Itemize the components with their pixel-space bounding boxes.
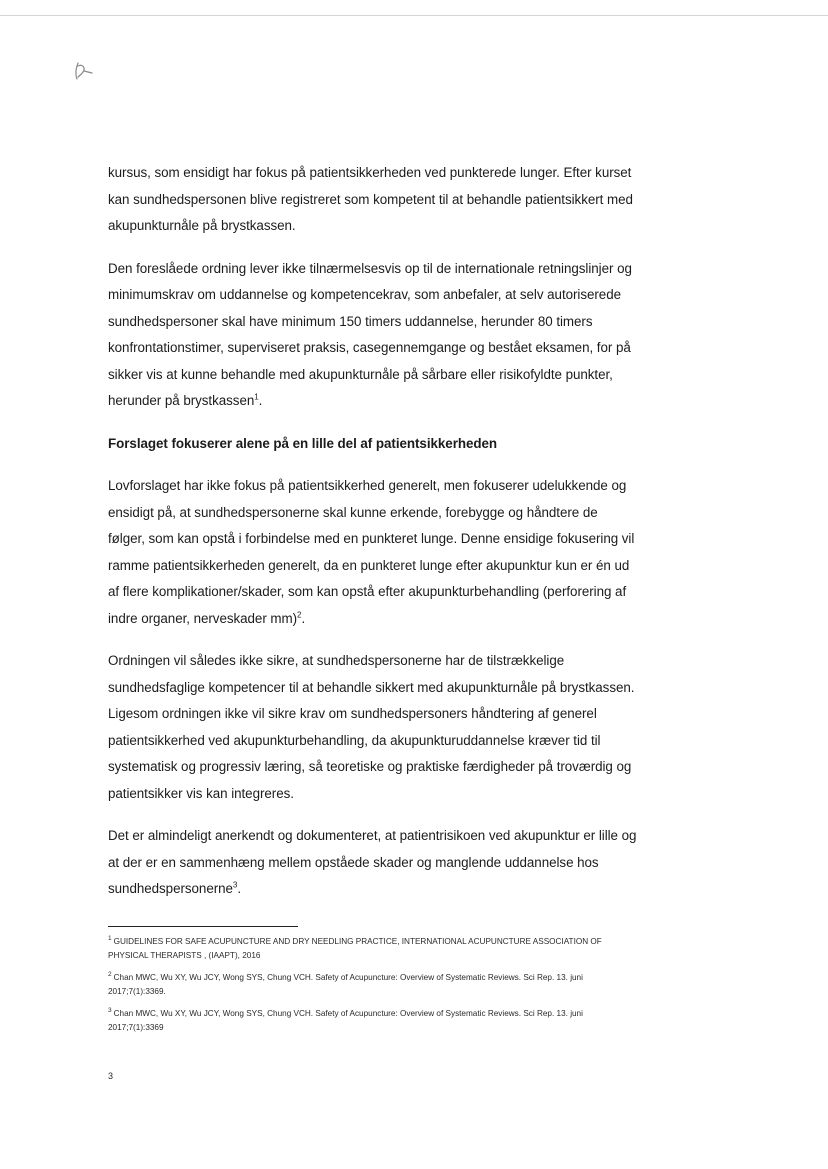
paragraph-law-proposal: Lovforslaget har ikke fokus på patientsikkerhed generelt, men fokuserer udelukkende og ensidigt på, at sundhedspersonerne skal kunne erkende, forebygge og håndtere de følger, som kan opstå i forbindelse med en punkteret lunge. Denne ensidige fokusering vil ramme patientsikkerheden generelt, da en punkteret lunge efter akupunktur kun er én ud af flere komplikationer/skader, som kan opstå efter akupunkturbehandling (perforering af indre organer, nerveskader mm)$^2$.	[108, 478, 635, 626]
footnotes	[108, 935, 608, 1043]
paragraph-proposed-scheme: Den foreslåede ordning lever ikke tilnærmelsesvis op til de internationale retningslinjer og minimumskrav om uddannelse og kompetencekrav, som anbefaler, at selv autoriserede sundhedspersoner skal have minimum 150 timers uddannelse, herunder 80 timers konfrontationstimer, superviseret praksis, casegennemgange og bestået eksamen, for på sikker vis at kunne behandle med akupunkturnåle på sårbare eller risikofyldte punkter, herunder på brystkassen$^1$.	[108, 260, 632, 408]
footnote-1: $^1$ GUIDELINES FOR SAFE ACUPUNCTURE AND DRY NEEDLING PRACTICE, INTERNATIONAL ACUPUNCTURE ASSOCIATION OF PHYSICAL THERAPISTS , (IAAPT), 2016	[108, 935, 602, 960]
footnote-ref-3[interactable]: 3	[232, 880, 238, 890]
footnote-separator	[108, 926, 298, 927]
section-heading: Forslaget fokuserer alene på en lille del af patientsikkerheden	[108, 435, 498, 451]
page-number: 3	[108, 1071, 114, 1081]
paragraph-patient-risk: Det er almindeligt anerkendt og dokumenteret, at patientrisikoen ved akupunktur er lille og at der er en sammenhæng mellem opståede skader og manglende uddannelse hos sundhedspersonerne$^3$.	[108, 828, 637, 896]
handwritten-mark-icon	[72, 60, 96, 82]
footnote-ref-2[interactable]: 2	[297, 610, 302, 620]
paragraph-scheme-competence: Ordningen vil således ikke sikre, at sundhedspersonerne har de tilstrækkelige sundhedsfaglige kompetencer til at behandle sikkert med akupunkturnåle på brystkassen. Ligesom ordningen ikke vil sikre krav om sundhedspersoners håndtering af generel patientsikkerhed ved akupunkturbehandling, da akupunkturuddannelse kræver tid til systematisk og progressiv læring, så teoretiske og praktiske færdigheder på troværdig og patientsikker vis kan integreres.	[108, 653, 635, 801]
footnote-2: $^2$ Chan MWC, Wu XY, Wu JCY, Wong SYS, Chung VCH. Safety of Acupuncture: Overview of Systematic Reviews. Sci Rep. 13. juni 2017;7(1):3369.	[108, 971, 583, 996]
footnote-3: $^3$ Chan MWC, Wu XY, Wu JCY, Wong SYS, Chung VCH. Safety of Acupuncture: Overview of Systematic Reviews. Sci Rep. 13. juni 2017;7(1):3369	[108, 1007, 583, 1032]
scan-edge-line	[0, 15, 828, 16]
footnote-ref-1[interactable]: 1	[254, 392, 259, 402]
paragraph-course: kursus, som ensidigt har fokus på patientsikkerheden ved punkterede lunger. Efter kurset kan sundhedspersonen blive registreret som kompetent til at behandle patientsikkert med akupunkturnåle på brystkassen.	[108, 165, 633, 233]
body-text	[108, 160, 638, 919]
